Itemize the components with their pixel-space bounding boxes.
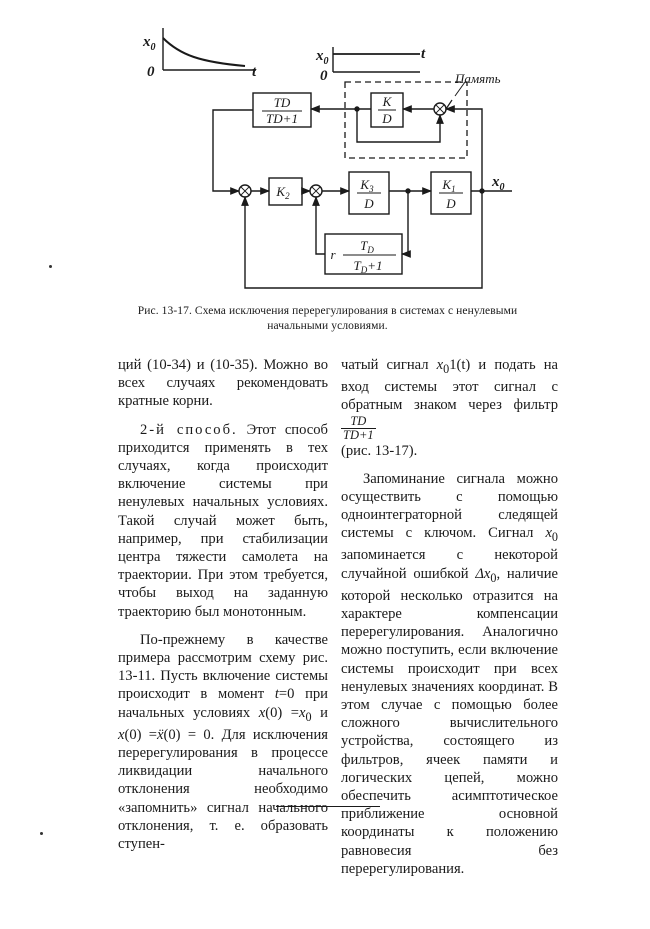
left-paragraph-2-text: Этот способ приходится применять в тех случаях, когда происходит включение системы при ненулевых начальных условиях. Такой случай может быть, например, при стабилизации центра тяжести самолета на траектории. При этом требуется, чтобы выход на заданную траекторию был монотонным. (118, 421, 328, 620)
right-paragraph-1: чатый сигнал $x_01(t)$ и подать на вход системы этот сигнал с обратным знаком через фильтр $\frac{TD}{TD+1}$ (рис. 13-17). (341, 357, 558, 459)
right-column (341, 356, 558, 878)
plot1-origin: 0 (147, 64, 155, 80)
output-label: $x_0$ (492, 174, 505, 193)
figure-caption: Рис. 13-17. Схема исключения перерегулирования в системах с ненулевыми начальными условиями. (137, 305, 518, 332)
memory-label: Память (455, 71, 501, 86)
bottom-rule (276, 806, 380, 807)
plot2-origin: 0 (320, 68, 328, 84)
speck (49, 265, 52, 268)
plot1-x-label: t (252, 64, 257, 80)
k2-label: $K_2$ (276, 184, 290, 201)
feedback-filter-num: TD (273, 95, 291, 110)
left-paragraph-2 (118, 421, 328, 621)
right-paragraph-2: Запоминание сигнала можно осуществить с помощью одноинтеграторной следящей системы с ключом. Сигнал $x_0$ запоминается с некоторой случайной ошибкой $\Delta x_0$, наличие которой несколько отразится на характере компенсации перерегулирования. Аналогично можно поступить, если включение системы происходит при всех ненулевых значениях координат. В этом случае с помощью более сложного вычислительного устройства, состоящего из фильтров, ячеек памяти и логических цепей, можно обеспечить асимптотическое приближение основной координаты к положению равновесия без перерегулирования. (341, 470, 558, 877)
k1-num: $K_1$ (442, 177, 456, 194)
rate-filter-den: $T_D+1$ (353, 258, 383, 275)
memory-integrator-den: D (382, 111, 392, 126)
left-paragraph-3: По-прежнему в качестве примера рассмотрим схему рис. 13-11. Пусть включение системы происходит в момент t=0 при начальных условиях $x(0) =x_0$ и x(0) =ẍ(0) = 0. Для исключения перерегулирования в процессе ликвидации начального отклонения необходимо «запомнить» сигнал начального отклонения, т. е. образовать ступен- (118, 631, 328, 852)
k1-den: D (446, 196, 456, 211)
memory-dashed-frame (345, 82, 467, 158)
stored-step-plot (333, 47, 420, 72)
initial-deviation-plot (163, 28, 256, 70)
left-paragraph-1: ций (10-34) и (10-35). Можно во всех случаях рекомендовать кратные корни. (118, 357, 328, 410)
feedback-filter-den: TD+1 (266, 111, 298, 126)
left-column (118, 356, 328, 853)
rate-filter-prefix: r (330, 247, 336, 262)
k3-den: D (364, 196, 374, 211)
k3-num: $K_3$ (360, 177, 374, 194)
method-heading: 2-й способ. (140, 421, 238, 438)
filter-fraction: $\frac{TD}{TD+1}$ (343, 413, 374, 442)
plot2-y-label: $x_0$ (316, 48, 329, 67)
plot1-y-label: $x_0$ (143, 34, 156, 53)
rate-filter-num: $T_D$ (360, 238, 374, 255)
plot2-x-label: t (421, 46, 426, 62)
memory-integrator-num: K (382, 94, 392, 109)
speck (40, 832, 43, 835)
block-diagram-figure (0, 0, 650, 300)
